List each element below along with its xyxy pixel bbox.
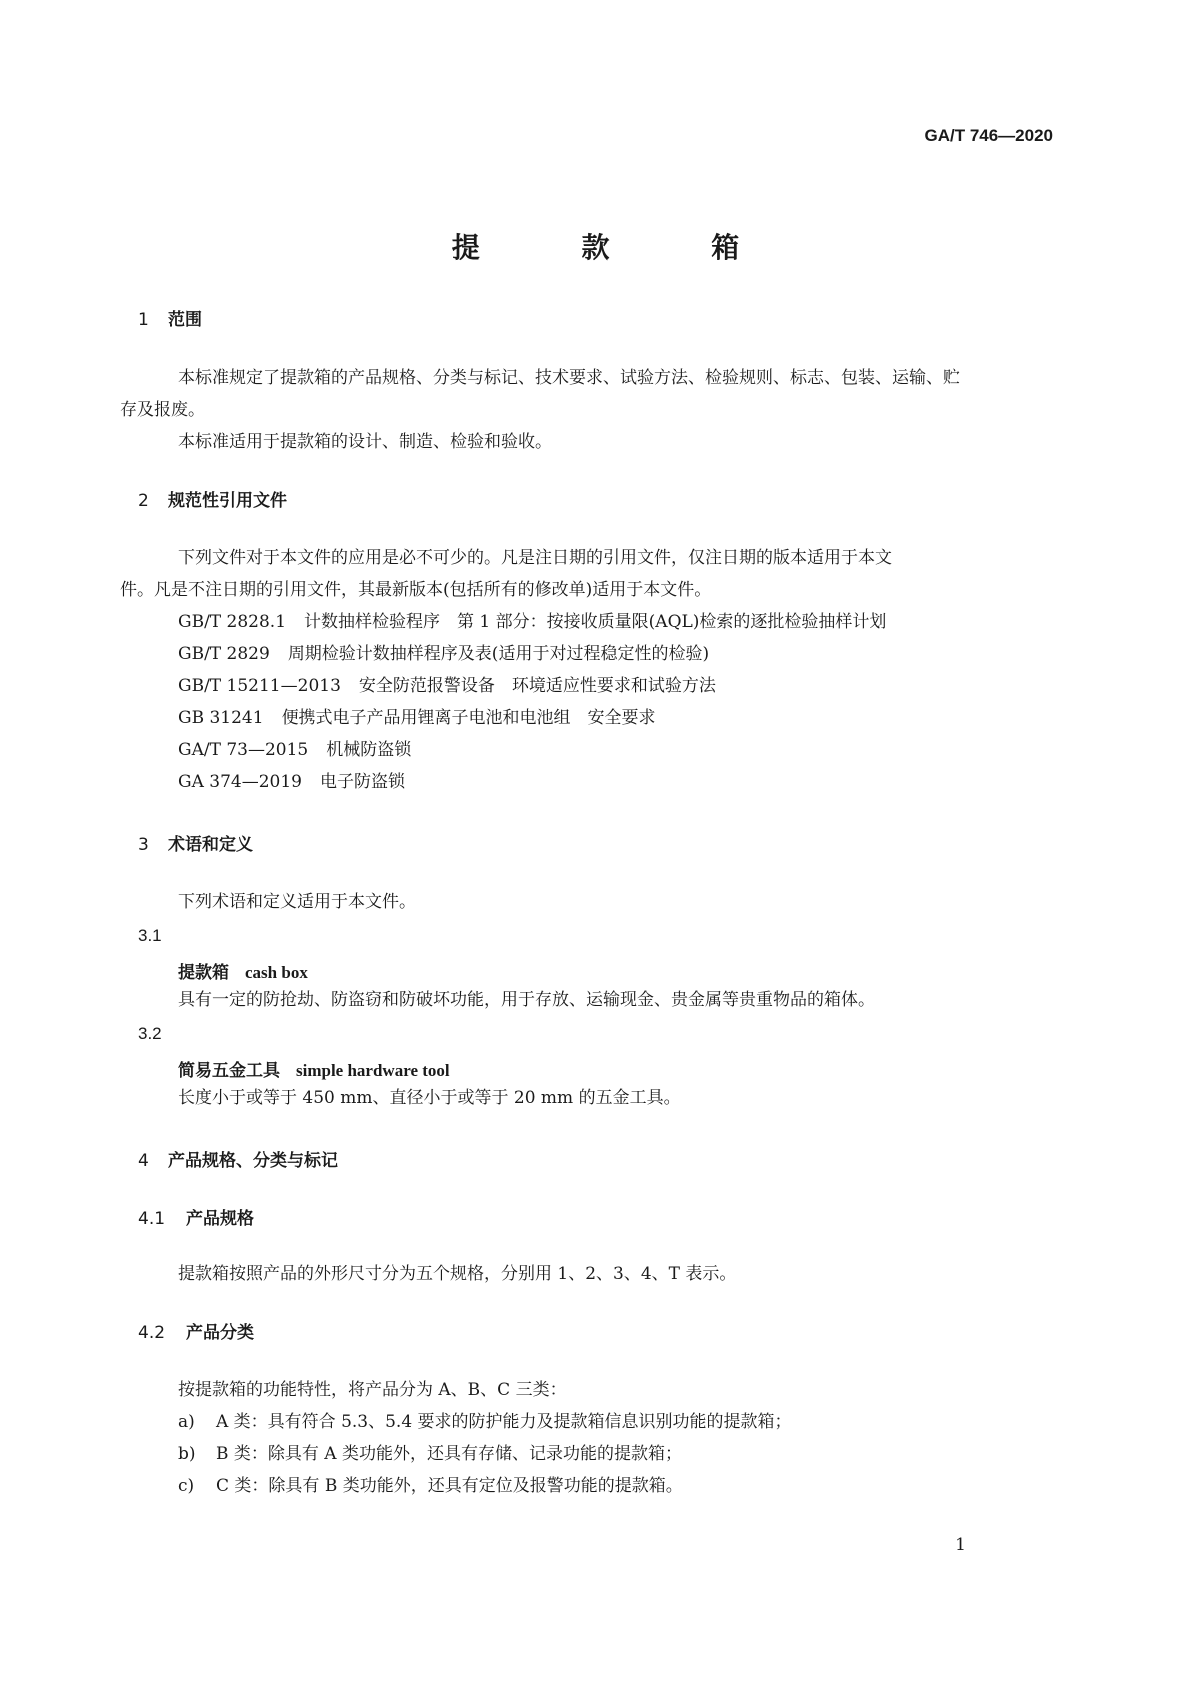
reference-item [178,734,411,766]
section-2-heading [138,486,287,511]
section-2-intro-line-1: 下列文件对于本文件的应用是必不可少的。凡是注日期的引用文件，仅注日期的版本适用于本文 [178,548,892,568]
list-item [178,1470,683,1502]
section-3-heading [138,830,253,855]
section-1-para-2: 本标准适用于提款箱的设计、制造、检验和验收。 [178,432,552,452]
section-number: 3 [138,835,149,855]
section-3-intro: 下列术语和定义适用于本文件。 [178,892,416,912]
list-label: c) [178,1476,195,1496]
list-item [178,1406,792,1438]
reference-title: 安全防范报警设备 环境适应性要求和试验方法 [358,676,716,696]
reference-item [178,606,886,638]
term-zh: 简易五金工具 [178,1061,280,1081]
reference-title: 周期检验计数抽样程序及表(适用于对过程稳定性的检验) [287,644,710,664]
reference-code: GA/T 73—2015 [178,740,309,760]
subsection-4-2-heading [138,1318,254,1343]
section-title: 产品规格、分类与标记 [168,1151,338,1171]
reference-title: 机械防盗锁 [326,740,412,760]
section-number: 2 [138,491,149,511]
reference-item [178,670,716,702]
reference-code: GB 31241 [178,708,264,728]
section-4-heading [138,1146,338,1171]
section-1-para-1-line-1: 本标准规定了提款箱的产品规格、分类与标记、技术要求、试验方法、检验规则、标志、包装、运输、贮 [178,368,960,388]
subsection-title: 产品分类 [186,1323,254,1343]
subsection-4-2-intro: 按提款箱的功能特性，将产品分为 A、B、C 三类： [178,1380,567,1400]
term-number: 3.1 [138,926,162,945]
subsection-title: 产品规格 [186,1209,254,1229]
reference-code: GA 374—2019 [178,772,302,792]
subsection-4-1-text: 提款箱按照产品的外形尺寸分为五个规格，分别用 1、2、3、4、T 表示。 [178,1264,737,1284]
section-1-heading [138,305,202,330]
page-number: 1 [955,1535,966,1555]
list-text: B 类：除具有 A 类功能外，还具有存储、记录功能的提款箱； [216,1444,682,1464]
reference-title: 计数抽样检验程序 第 1 部分：按接收质量限(AQL)检索的逐批检验抽样计划 [304,612,887,632]
reference-item [178,766,405,798]
subsection-4-1-heading [138,1204,254,1229]
section-title: 规范性引用文件 [168,491,287,511]
reference-code: GB/T 2828.1 [178,612,287,632]
section-number: 4 [138,1151,149,1171]
reference-item [178,702,656,734]
term-zh: 提款箱 [178,963,229,983]
section-number: 1 [138,310,149,330]
reference-item [178,638,709,670]
list-label: a) [178,1412,195,1432]
section-title: 范围 [168,310,202,330]
term-en: simple hardware tool [296,1061,450,1080]
section-1-para-1-line-2: 存及报废。 [120,400,205,420]
list-text: C 类：除具有 B 类功能外，还具有定位及报警功能的提款箱。 [216,1476,683,1496]
section-title: 术语和定义 [168,835,253,855]
reference-title: 电子防盗锁 [319,772,405,792]
term-definition: 具有一定的防抢劫、防盗窃和防破坏功能，用于存放、运输现金、贵金属等贵重物品的箱体。 [178,990,875,1010]
subsection-number: 4.2 [138,1323,166,1343]
reference-title: 便携式电子产品用锂离子电池和电池组 安全要求 [281,708,656,728]
list-label: b) [178,1444,196,1464]
term-number: 3.2 [138,1024,162,1043]
list-text: A 类：具有符合 5.3、5.4 要求的防护能力及提款箱信息识别功能的提款箱； [216,1412,792,1432]
list-item [178,1438,682,1470]
subsection-number: 4.1 [138,1209,166,1229]
term-heading [178,958,308,983]
term-definition: 长度小于或等于 450 mm、直径小于或等于 20 mm 的五金工具。 [178,1088,681,1108]
term-en: cash box [245,963,308,982]
term-heading [178,1056,450,1081]
standard-number: GA/T 746—2020 [924,126,1053,145]
document-title: 提 款 箱 [451,231,786,264]
section-2-intro-line-2: 件。凡是不注日期的引用文件，其最新版本(包括所有的修改单)适用于本文件。 [120,580,712,600]
reference-code: GB/T 2829 [178,644,270,664]
reference-code: GB/T 15211—2013 [178,676,341,696]
